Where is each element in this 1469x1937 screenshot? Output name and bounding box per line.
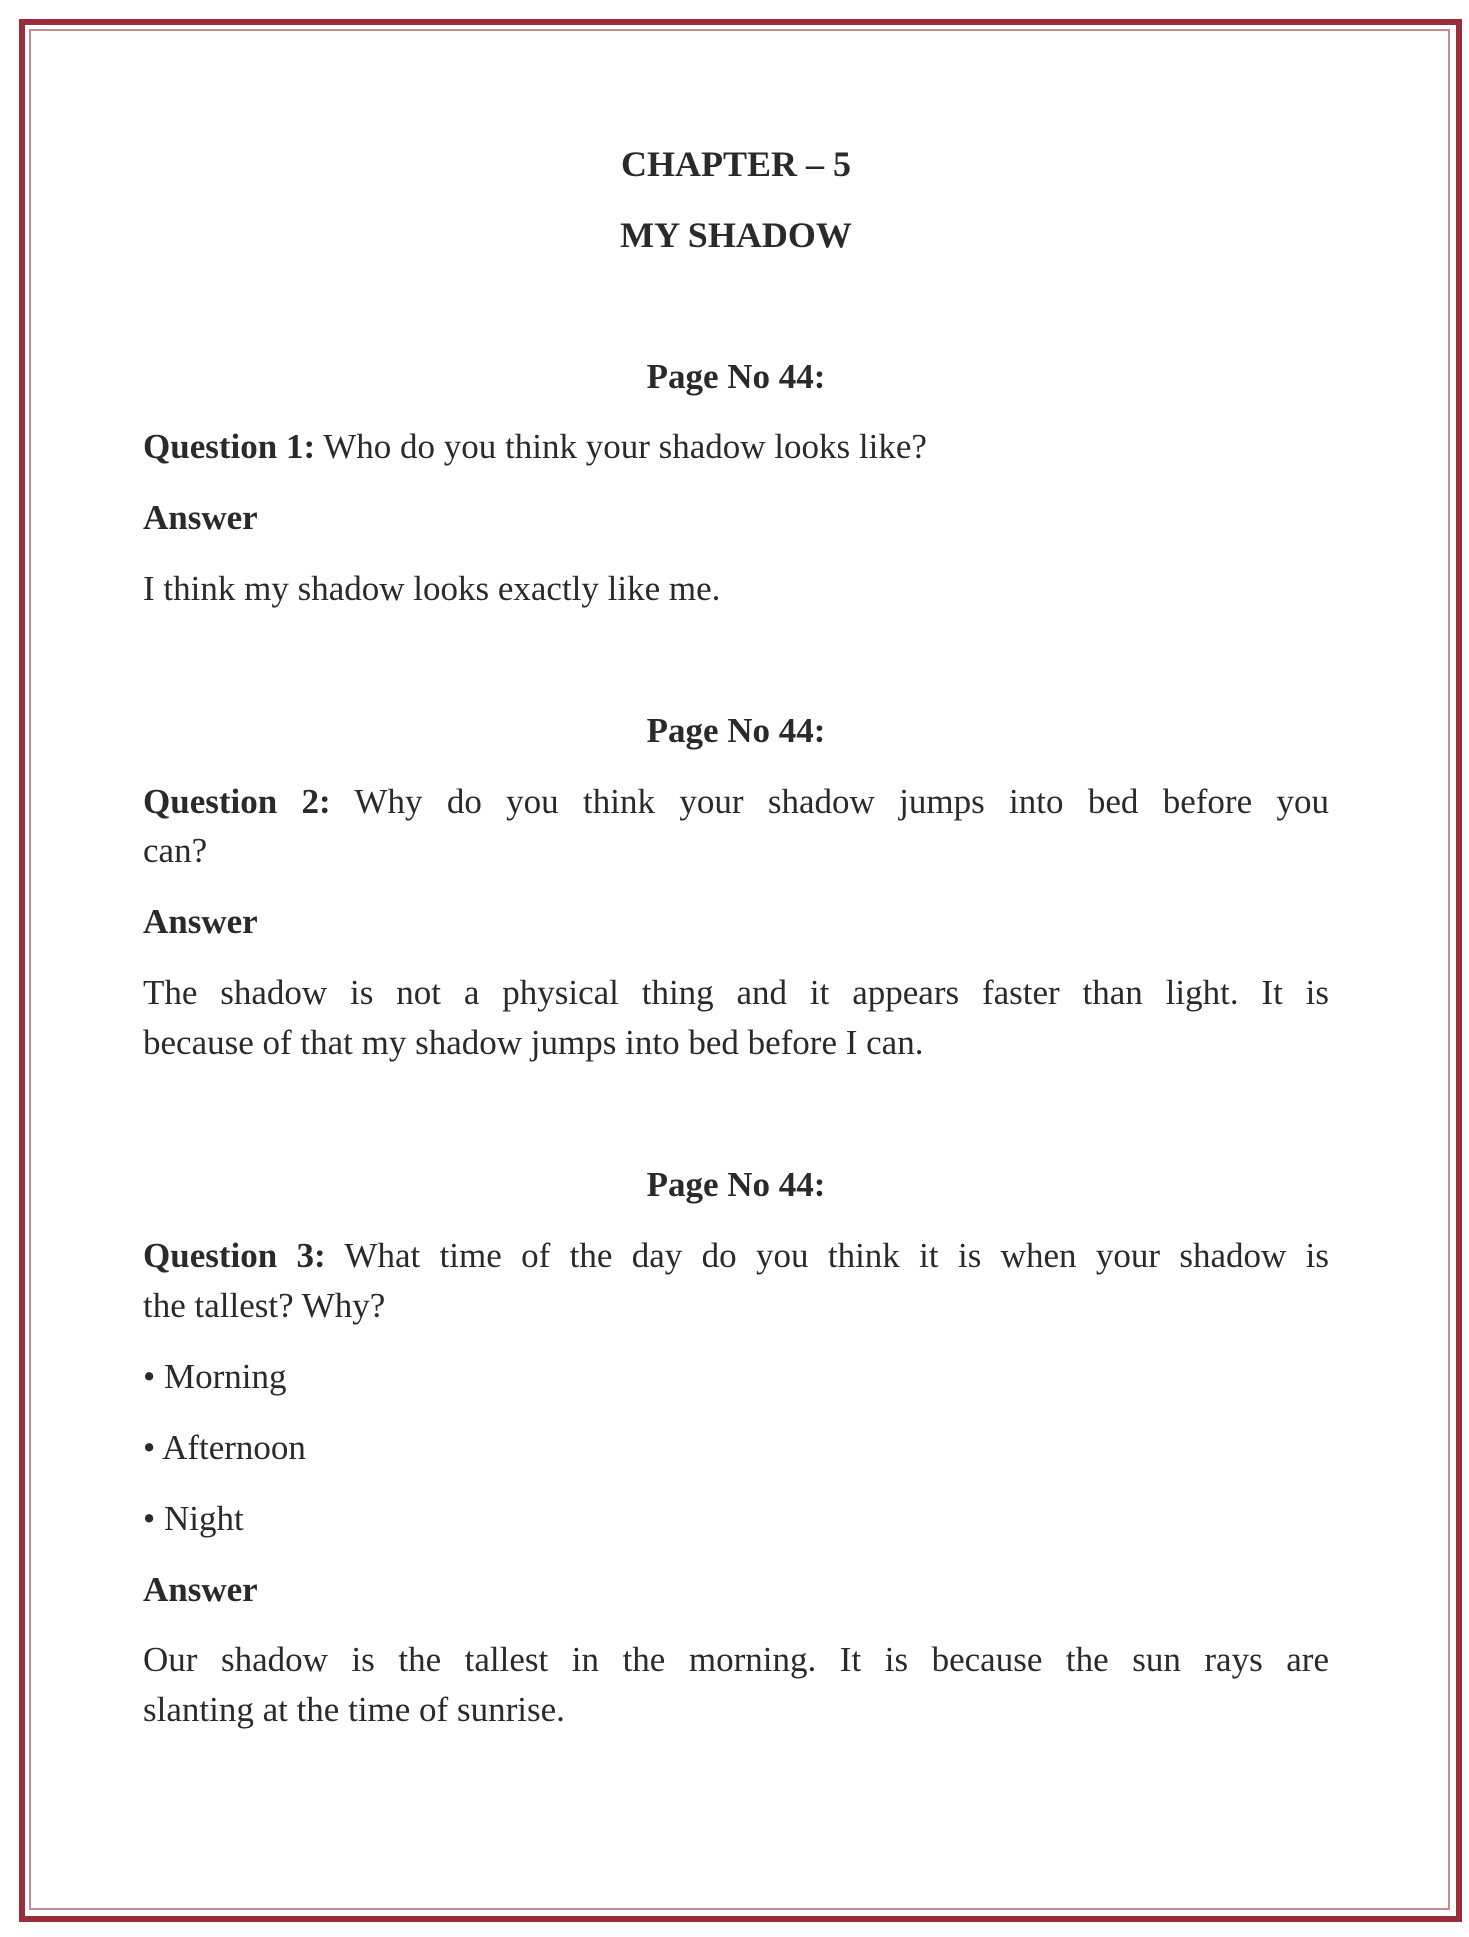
question-text-continued: can?	[143, 831, 208, 870]
page-number-label: Page No 44:	[646, 357, 826, 396]
page-number-label: Page No 44:	[646, 1165, 826, 1204]
answer-label: Answer	[143, 1570, 258, 1609]
answer-text: Our shadow is the tallest in the morning. It is because the sun rays are	[143, 1640, 1329, 1679]
option-night: • Night	[143, 1499, 244, 1538]
question-2	[143, 780, 1329, 824]
answer-text-continued: because of that my shadow jumps into bed before I can.	[143, 1023, 924, 1062]
question-label: Question 3:	[143, 1236, 326, 1275]
question-label: Question 2:	[143, 782, 331, 821]
answer-text: The shadow is not a physical thing and it appears faster than light. It is	[143, 973, 1329, 1012]
question-text: What time of the day do you think it is when your shadow is	[325, 1236, 1329, 1275]
option-morning: • Morning	[143, 1357, 287, 1396]
answer-text: I think my shadow looks exactly like me.	[143, 569, 721, 608]
question-text-continued: the tallest? Why?	[143, 1286, 386, 1325]
answer-label: Answer	[143, 498, 258, 537]
answer-label: Answer	[143, 902, 258, 941]
option-afternoon: • Afternoon	[143, 1428, 306, 1467]
question-3	[143, 1234, 1329, 1278]
question-text: Who do you think your shadow looks like?	[315, 427, 927, 466]
chapter-title: MY SHADOW	[620, 215, 852, 255]
chapter-heading: CHAPTER – 5	[620, 144, 851, 184]
answer-text-continued: slanting at the time of sunrise.	[143, 1690, 565, 1729]
question-1	[143, 425, 1329, 469]
question-text: Why do you think your shadow jumps into bed before you	[330, 782, 1329, 821]
page-number-label: Page No 44:	[646, 711, 826, 750]
page-border-inner	[29, 29, 1450, 1910]
question-label: Question 1:	[143, 427, 316, 466]
